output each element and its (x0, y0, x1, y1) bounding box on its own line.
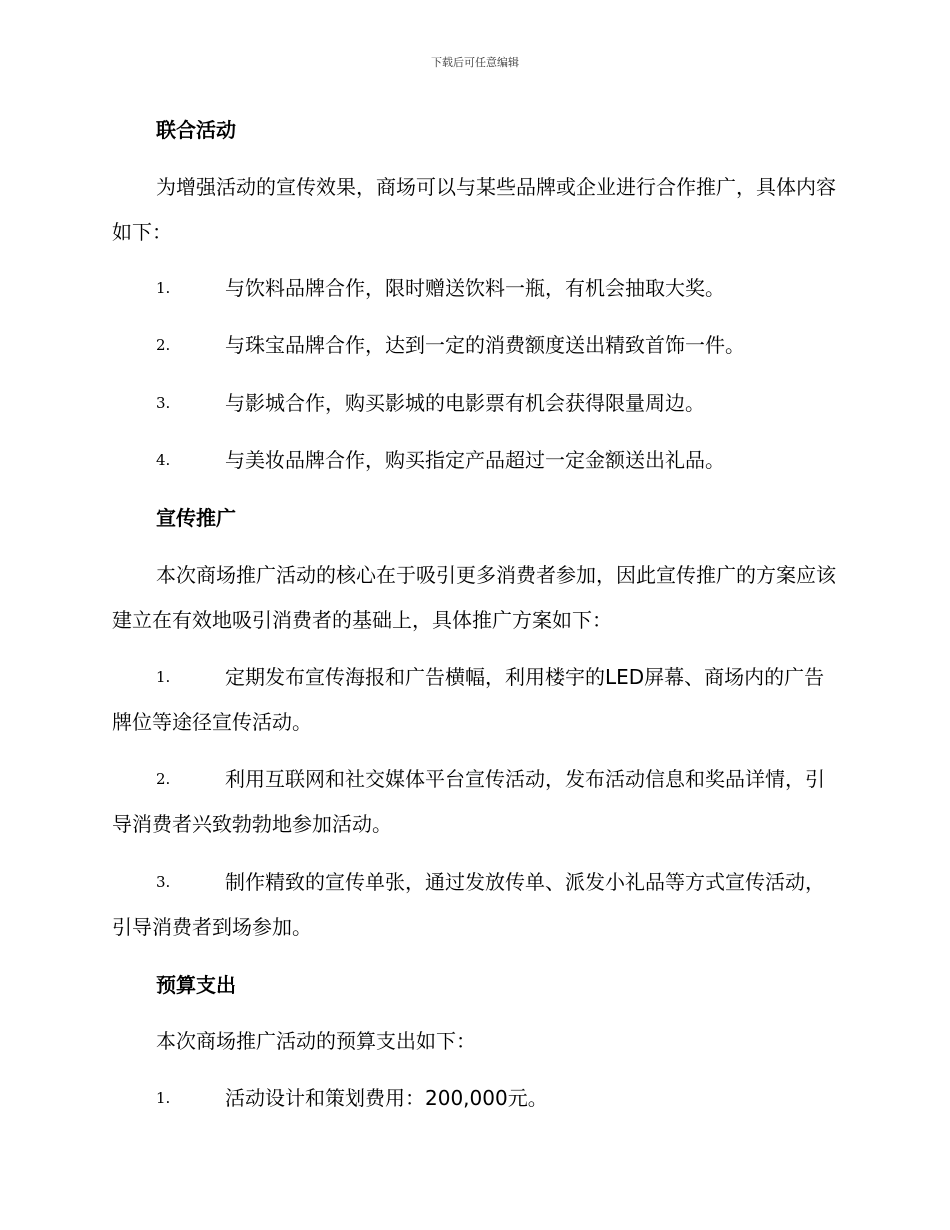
list-item-number: 2. (156, 770, 171, 788)
list-item-number: 1. (156, 279, 171, 297)
list-item-text: 与美妆品牌合作，购买指定产品超过一定金额送出礼品。 (225, 448, 725, 472)
list-item-number: 4. (156, 451, 171, 469)
list-item (112, 655, 837, 745)
list-item (112, 1076, 837, 1121)
list-item-text: 与影城合作，购买影城的电影票有机会获得限量周边。 (225, 391, 705, 415)
section-intro-promotion: 本次商场推广活动的核心在于吸引更多消费者参加，因此宣传推广的方案应该建立在有效地吸引消费者的基础上，具体推广方案如下： (112, 563, 836, 632)
section-intro-budget: 本次商场推广活动的预算支出如下： (156, 1029, 476, 1053)
list-item-number: 3. (156, 394, 171, 412)
list-item (112, 381, 837, 426)
list-item-text: 定期发布宣传海报和广告横幅，利用楼宇的LED屏幕、商场内的广告牌位等途径宣传活动。 (112, 665, 825, 734)
list-item (112, 438, 837, 483)
section-title-budget: 预算支出 (156, 973, 236, 997)
list-item (112, 323, 837, 368)
list-item-text: 与饮料品牌合作，限时赠送饮料一瓶，有机会抽取大奖。 (225, 276, 725, 300)
list-item-text: 制作精致的宣传单张，通过发放传单、派发小礼品等方式宣传活动，引导消费者到场参加。 (112, 870, 825, 939)
list-item-text: 活动设计和策划费用：200,000元。 (225, 1086, 548, 1110)
list-item-text: 利用互联网和社交媒体平台宣传活动，发布活动信息和奖品详情，引导消费者兴致勃勃地参加活动。 (112, 767, 825, 836)
list-item-number: 1. (156, 668, 171, 686)
section-title-cooperation: 联合活动 (156, 118, 236, 142)
page-header-note: 下载后可任意编辑 (431, 56, 519, 69)
list-item-number: 2. (156, 336, 171, 354)
list-item-number: 3. (156, 873, 171, 891)
list-item-text: 与珠宝品牌合作，达到一定的消费额度送出精致首饰一件。 (225, 333, 745, 357)
section-title-promotion: 宣传推广 (156, 506, 236, 530)
list-item-number: 1. (156, 1089, 171, 1107)
list-item (112, 757, 837, 847)
list-item (112, 860, 837, 950)
section-intro-cooperation: 为增强活动的宣传效果，商场可以与某些品牌或企业进行合作推广，具体内容如下： (112, 175, 836, 244)
list-item (112, 266, 837, 311)
